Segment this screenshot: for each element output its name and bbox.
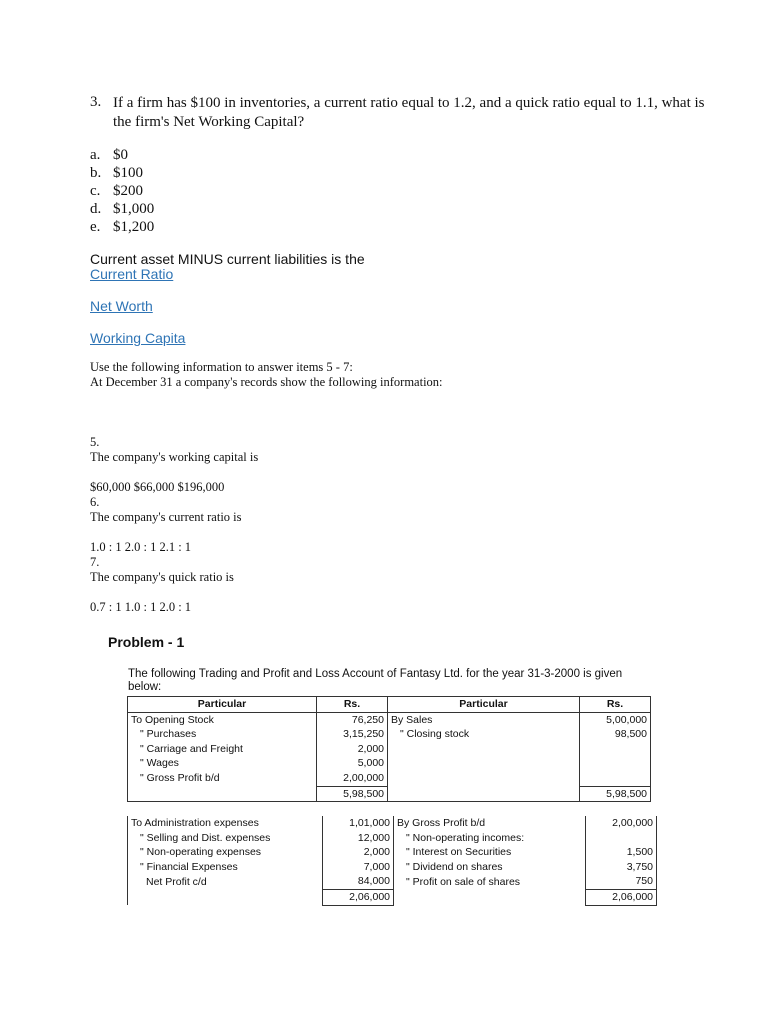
cell: [580, 756, 651, 771]
item-number: 5.: [90, 435, 100, 449]
cell: " Non-operating expenses: [128, 845, 323, 860]
cell: " Closing stock: [388, 727, 580, 742]
item-answers: $60,000 $66,000 $196,000: [90, 480, 225, 494]
option-letter: a.: [90, 147, 101, 163]
total-row: [128, 786, 651, 802]
problem-title: Problem - 1: [108, 634, 185, 650]
option-b: [90, 165, 143, 182]
option-letter: c.: [90, 183, 101, 199]
cell: 5,00,000: [580, 712, 651, 727]
table-row: [128, 831, 657, 846]
problem-intro: The following Trading and Profit and Loss Account of Fantasy Ltd. for the year 31-3-2000 is given below:: [128, 668, 623, 693]
cell: 3,15,250: [317, 727, 388, 742]
cell: " Non-operating incomes:: [394, 831, 586, 846]
option-letter: e.: [90, 219, 101, 235]
item-number: 6.: [90, 495, 100, 509]
cell: 12,000: [323, 831, 394, 846]
cell: 750: [586, 874, 657, 889]
item-answers: 0.7 : 1 1.0 : 1 2.0 : 1: [90, 600, 192, 614]
total-cell: 2,06,000: [323, 889, 394, 905]
table-row: [128, 816, 657, 831]
item-question: The company's current ratio is: [90, 510, 242, 524]
link-current-ratio[interactable]: Current Ratio: [90, 266, 174, 282]
cell: 2,00,000: [586, 816, 657, 831]
cell: 1,500: [586, 845, 657, 860]
cell: [388, 756, 580, 771]
total-cell: 5,98,500: [580, 786, 651, 802]
table-row: [128, 874, 657, 889]
total-cell: 5,98,500: [317, 786, 388, 802]
cell: By Gross Profit b/d: [394, 816, 586, 831]
table-row: [128, 742, 651, 757]
profit-loss-table: [127, 816, 657, 906]
option-value: $1,200: [113, 219, 155, 235]
link-net-worth[interactable]: Net Worth: [90, 298, 153, 314]
cell: 2,000: [323, 845, 394, 860]
cell: [388, 742, 580, 757]
option-c: [90, 183, 143, 200]
cell: 7,000: [323, 860, 394, 875]
statement-text: Current asset MINUS current liabilities is the: [90, 251, 365, 267]
cell: 3,750: [586, 860, 657, 875]
info-line: Use the following information to answer items 5 - 7:: [90, 360, 353, 374]
cell: To Opening Stock: [128, 712, 317, 727]
table-row: [128, 727, 651, 742]
col-header: Particular: [128, 697, 317, 713]
cell: " Profit on sale of shares: [394, 874, 586, 889]
link-working-capital[interactable]: Working Capita: [90, 330, 186, 346]
cell: " Wages: [128, 756, 317, 771]
option-value: $200: [113, 183, 143, 199]
cell: " Gross Profit b/d: [128, 771, 317, 786]
cell: " Carriage and Freight: [128, 742, 317, 757]
total-cell: 2,06,000: [586, 889, 657, 905]
cell: [580, 742, 651, 757]
option-value: $1,000: [113, 201, 155, 217]
question-text: If a firm has $100 in inventories, a current ratio equal to 1.2, and a quick ratio equal to 1.1, what is the firm's Net Working Capital?: [113, 95, 705, 130]
cell: Net Profit c/d: [128, 874, 323, 889]
question-number: 3.: [90, 94, 102, 110]
cell: 76,250: [317, 712, 388, 727]
total-row: [128, 889, 657, 905]
table-row: [128, 771, 651, 786]
cell: 84,000: [323, 874, 394, 889]
info-line: At December 31 a company's records show the following information:: [90, 375, 443, 389]
option-letter: d.: [90, 201, 102, 217]
cell: [586, 831, 657, 846]
cell: " Interest on Securities: [394, 845, 586, 860]
cell: By Sales: [388, 712, 580, 727]
option-value: $0: [113, 147, 128, 163]
col-header: Rs.: [580, 697, 651, 713]
table-row: [128, 712, 651, 727]
option-d: [90, 201, 154, 218]
item-number: 7.: [90, 555, 100, 569]
item-answers: 1.0 : 1 2.0 : 1 2.1 : 1: [90, 540, 192, 554]
item-question: The company's quick ratio is: [90, 570, 234, 584]
cell: To Administration expenses: [128, 816, 323, 831]
table-row: [128, 756, 651, 771]
table-row: [128, 860, 657, 875]
cell: 5,000: [317, 756, 388, 771]
trading-account-table: [127, 696, 651, 802]
col-header: Particular: [388, 697, 580, 713]
cell: " Purchases: [128, 727, 317, 742]
cell: 98,500: [580, 727, 651, 742]
cell: " Selling and Dist. expenses: [128, 831, 323, 846]
cell: " Dividend on shares: [394, 860, 586, 875]
cell: [580, 771, 651, 786]
item-question: The company's working capital is: [90, 450, 259, 464]
cell: [388, 771, 580, 786]
cell: " Financial Expenses: [128, 860, 323, 875]
option-value: $100: [113, 165, 143, 181]
option-a: [90, 147, 128, 164]
cell: 2,00,000: [317, 771, 388, 786]
cell: 2,000: [317, 742, 388, 757]
option-e: [90, 219, 154, 236]
option-letter: b.: [90, 165, 102, 181]
table-row: [128, 845, 657, 860]
col-header: Rs.: [317, 697, 388, 713]
cell: 1,01,000: [323, 816, 394, 831]
